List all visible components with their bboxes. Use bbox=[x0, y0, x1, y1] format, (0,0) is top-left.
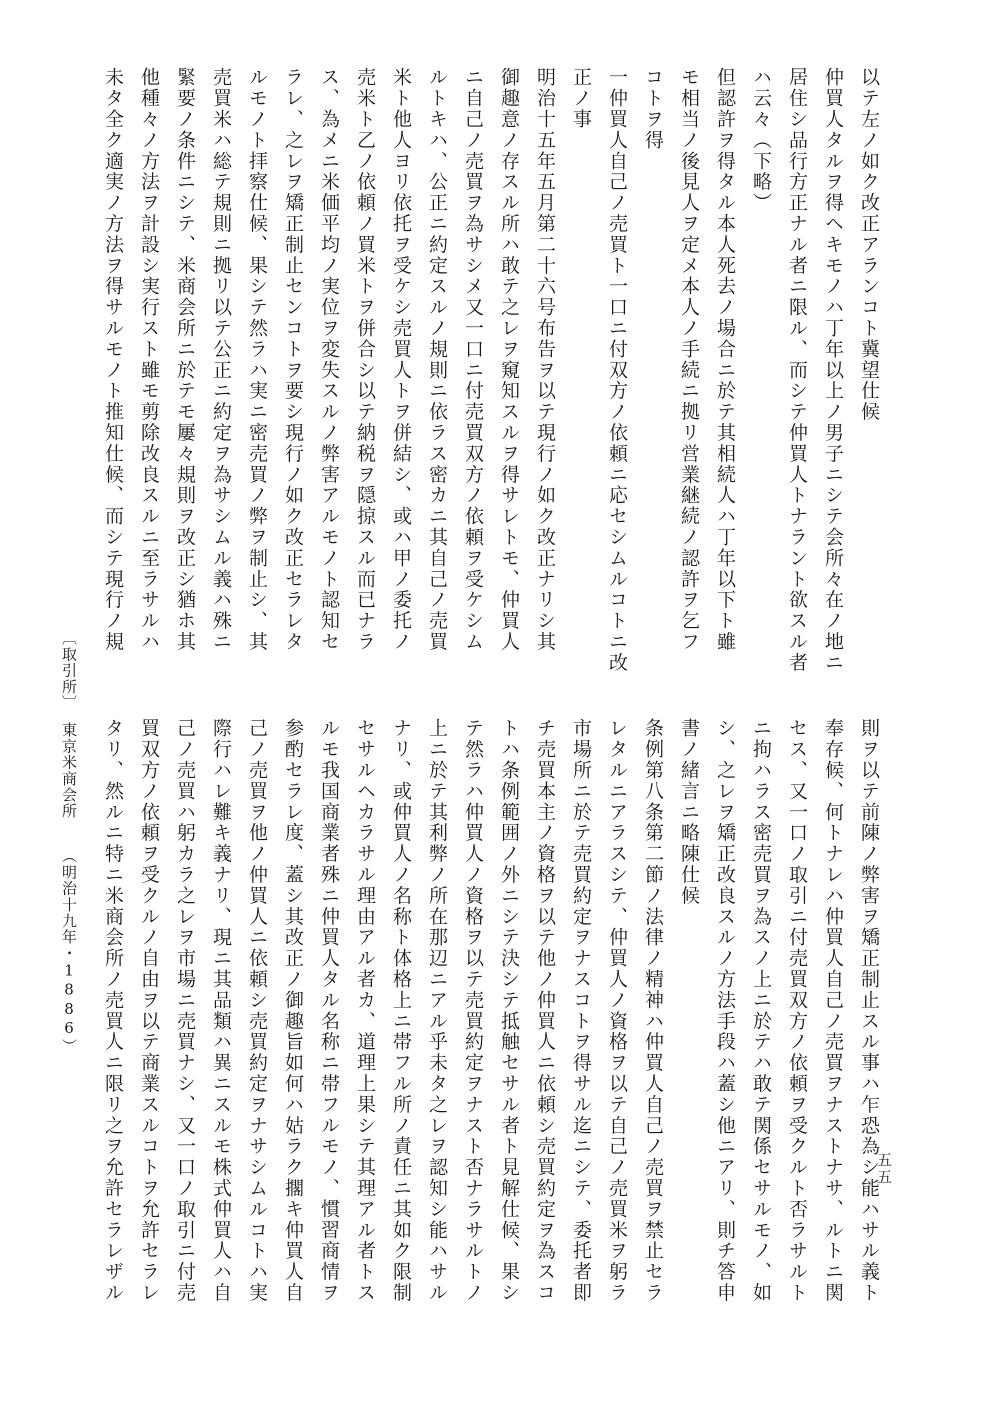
footer-source: 東京米商会所 bbox=[60, 722, 78, 820]
text-column: チ売買本主ノ資格ヲ以テ他ノ仲買人ニ依頼シ売買約定ヲ為スコ bbox=[534, 718, 556, 1304]
text-column: 但認許ヲ得タル本人死去ノ場合ニ於テ其相続人ハ丁年以下ト雖 bbox=[714, 67, 736, 653]
text-column: 他種々ノ方法ヲ計設シ実行スト雖モ剪除改良スルニ至ラサルハ bbox=[138, 67, 160, 653]
text-column: ハ云々（下略） bbox=[750, 67, 772, 214]
text-column: レタルニアラスシテ、仲買人ノ資格ヲ以テ自己ノ売買米ヲ躬ラ bbox=[606, 718, 628, 1304]
text-column: ルトキハ、公正ニ約定スルノ規則ニ依ラス密カニ其自己ノ売買 bbox=[426, 67, 448, 653]
text-column: 際行ハレ難キ義ナリ、現ニ其品類ハ異ニスルモ株式仲買人ハ自 bbox=[210, 718, 232, 1304]
text-column: 書ノ緒言ニ略陳仕候 bbox=[678, 718, 700, 907]
text-column: 明治十五年五月第二十六号布告ヲ以テ現行ノ如ク改正ナリシ其 bbox=[534, 67, 556, 653]
text-column: 市場所ニ於テ売買約定ヲナスコトヲ得サル迄ニシテ、委托者即 bbox=[570, 718, 592, 1304]
footer-category: 〔取引所〕 bbox=[60, 630, 78, 711]
text-column: 買双方ノ依頼ヲ受クルノ自由ヲ以テ商業スルコトヲ允許セラレ bbox=[138, 718, 160, 1304]
text-column: セス、又一口ノ取引ニ付売買双方ノ依頼ヲ受クルト否ラサルト bbox=[786, 718, 808, 1304]
text-column: 奉存候、何トナレハ仲買人自己ノ売買ヲナストナサ、ルトニ関 bbox=[822, 718, 844, 1304]
text-column: シ、之レヲ矯正改良スルノ方法手段ハ蓋シ他ニアリ、則チ答申 bbox=[714, 718, 736, 1304]
text-column: ニ拘ハラス密売買ヲ為スノ上ニ於テハ敢テ関係セサルモノ、如 bbox=[750, 718, 772, 1304]
text-column: テ然ラハ仲買人ノ資格ヲ以テ売買約定ヲナスト否ナラサルトノ bbox=[462, 718, 484, 1304]
text-column: 仲買人タルヲ得ヘキモノハ丁年以上ノ男子ニシテ会所々在ノ地ニ bbox=[822, 67, 844, 674]
text-column: 正ノ事 bbox=[570, 67, 592, 130]
text-column: 参酌セラレ度、蓋シ其改正ノ御趣旨如何ハ姑ラク擱キ仲買人自 bbox=[282, 718, 304, 1304]
text-column: ニ自己ノ売買ヲ為サシメ又一口ニ付売買双方ノ依頼ヲ受ケシム bbox=[462, 67, 484, 653]
text-column: 一仲買人自己ノ売買ト一口ニ付双方ノ依頼ニ応セシムルコトニ改 bbox=[606, 67, 628, 674]
text-column: ナリ、或仲買人ノ名称ト体格上ニ帯フル所ノ責任ニ其如ク限制 bbox=[390, 718, 412, 1304]
text-column: モ相当ノ後見人ヲ定メ本人ノ手続ニ拠リ営業継続ノ認許ヲ乞フ bbox=[678, 67, 700, 653]
text-column: ルモノト拝察仕候、果シテ然ラハ実ニ密売買ノ弊ヲ制止シ、其 bbox=[246, 67, 268, 653]
text-column: 以テ左ノ如ク改正アランコト冀望仕候 bbox=[858, 67, 880, 423]
text-column: 米ト他人ヨリ依托ヲ受ケシ売買人トヲ併結シ、或ハ甲ノ委托ノ bbox=[390, 67, 412, 653]
text-column: 居住シ品行方正ナル者ニ限ル、而シテ仲買人トナラント欲スル者 bbox=[786, 67, 808, 674]
text-column: タリ、然ルニ特ニ米商会所ノ売買人ニ限リ之ヲ允許セラレザル bbox=[102, 718, 124, 1304]
text-column: ルモ我国商業者殊ニ仲買人タル名称ニ帯フルモノ、慣習商情ヲ bbox=[318, 718, 340, 1304]
text-column: 売米ト乙ノ依頼ノ買米トヲ併合シ以テ納税ヲ隠掠スル而已ナラ bbox=[354, 67, 376, 653]
text-column: 売買米ハ総テ規則ニ拠リ以テ公正ニ約定ヲ為サシムル義ハ殊ニ bbox=[210, 67, 232, 653]
text-column: 己ノ売買ヲ他ノ仲買人ニ依頼シ売買約定ヲナサシムルコトハ実 bbox=[246, 718, 268, 1304]
text-column: セサルヘカラサル理由アル者カ、道理上果シテ其理アル者トス bbox=[354, 718, 376, 1304]
text-column: ラレ、之レヲ矯正制止センコトヲ要シ現行ノ如ク改正セラレタ bbox=[282, 67, 304, 653]
text-column: トハ条例範囲ノ外ニシテ決シテ抵触セサル者ト見解仕候、果シ bbox=[498, 718, 520, 1304]
text-column: 御趣意ノ存スル所ハ敢テ之レヲ窺知スルヲ得サレトモ、仲買人 bbox=[498, 67, 520, 653]
text-column: 己ノ売買ハ躬カラ之レヲ市場ニ売買ナシ、又一口ノ取引ニ付売 bbox=[174, 718, 196, 1304]
text-column: 上ニ於テ其利弊ノ所在那辺ニアル乎未タ之レヲ認知シ能ハサル bbox=[426, 718, 448, 1304]
text-column: ス、為メニ米価平均ノ実位ヲ変失スルノ弊害アルモノト認知セ bbox=[318, 67, 340, 653]
page-number: 五五 bbox=[875, 1152, 893, 1186]
text-column: 条例第八条第二節ノ法律ノ精神ハ仲買人自己ノ売買ヲ禁止セラ bbox=[642, 718, 664, 1304]
text-column: 緊要ノ条件ニシテ、米商会所ニ於テモ屢々規則ヲ改正シ猶ホ其 bbox=[174, 67, 196, 653]
text-column: 則ヲ以テ前陳ノ弊害ヲ矯正制止スル事ハ乍恐為シ能ハサル義ト bbox=[858, 718, 880, 1304]
text-column: 未タ全ク適実ノ方法ヲ得サルモノト推知仕候、而シテ現行ノ規 bbox=[102, 67, 124, 653]
text-column: コトヲ得 bbox=[642, 67, 664, 151]
footer-date: （明治十九年・1886） bbox=[60, 848, 78, 1055]
